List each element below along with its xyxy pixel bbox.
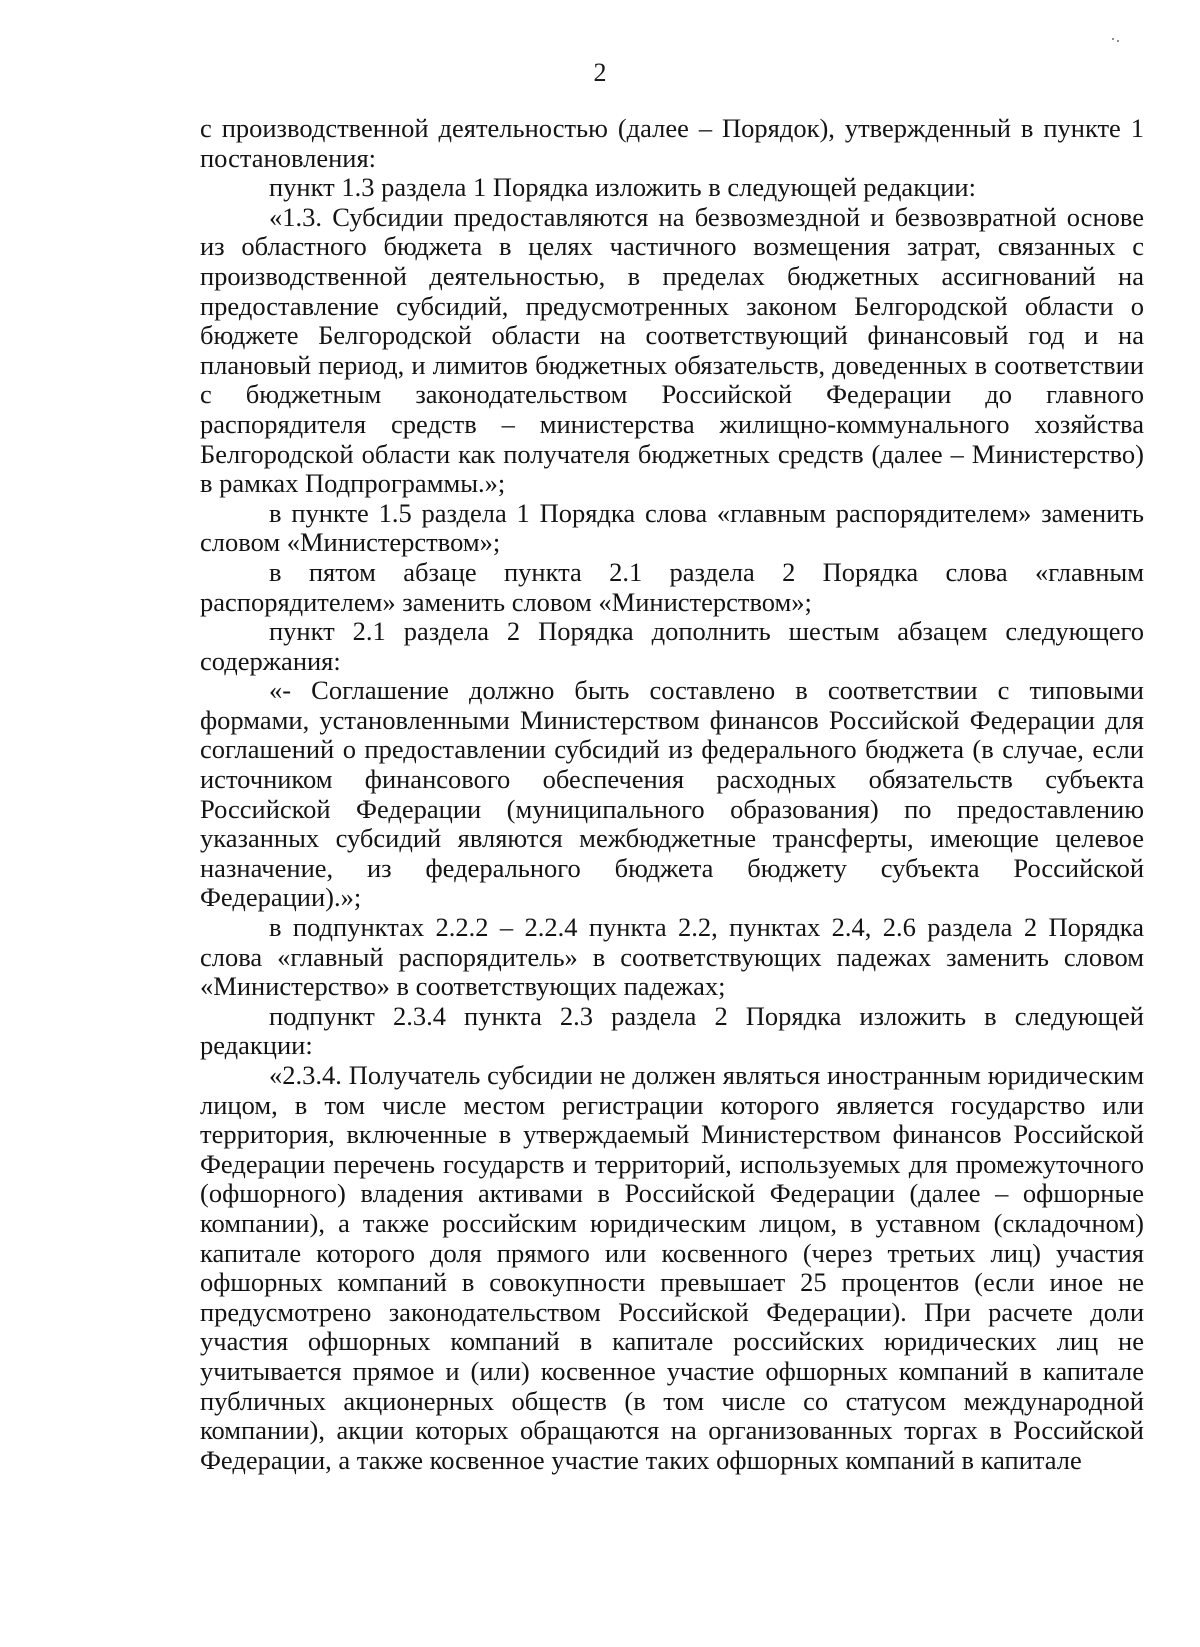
page-number: 2 (593, 58, 607, 87)
paragraph-amend-1-3: пункт 1.3 раздела 1 Порядка изложить в следующей редакции: (269, 172, 976, 203)
scan-speck (1112, 38, 1114, 40)
paragraph-amend-2-3-4: подпункт 2.3.4 пункта 2.3 раздела 2 Порядка изложить в следующей редакции: (200, 1000, 1144, 1061)
paragraph-agreement-clause: «- Соглашение должно быть составлено в соответствии с типовыми формами, установленными Министерством финансов Российской Федерации для соглашений о предоставлении субсидий из федерального бюджета (в случае, если источником финансового обеспечения расходных обязательств субъекта Российской Федерации (муниципального образования) по предоставлению указанных субсидий являются межбюджетные трансферты, имеющие целевое назначение, из федерального бюджета бюджету субъекта Российской Федерации).»; (200, 675, 1144, 913)
paragraph-amend-2-1-fifth: в пятом абзаце пункта 2.1 раздела 2 Порядка слова «главным распорядителем» заменить словом «Министерством»; (200, 556, 1144, 617)
paragraph-clause-2-3-4: «2.3.4. Получатель субсидии не должен являться иностранным юридическим лицом, в том числе местом регистрации которого является государство или территория, включенные в утверждаемый Министерством финансов Российской Федерации перечень государств и территорий, используемых для промежуточного (офшорного) владения активами в Российской Федерации (далее – офшорные компании), а также российским юридическим лицом, в уставном (складочном) капитале которого доля прямого или косвенного (через третьих лиц) участия офшорных компаний в совокупности превышает 25 процентов (если иное не предусмотрено законодательством Российской Федерации). При расчете доли участия офшорных компаний в капитале российских юридических лиц не учитывается прямое и (или) косвенное участие офшорных компаний в капитале публичных акционерных обществ (в том числе со статусом международной компании), акции которых обращаются на организованных торгах в Российской Федерации, а также косвенное участие таких офшорных компаний в капитале (200, 1060, 1144, 1475)
scan-speck (1117, 40, 1119, 42)
paragraph-amend-2-1-sixth: пункт 2.1 раздела 2 Порядка дополнить шестым абзацем следующего содержания: (200, 616, 1144, 676)
paragraph-amend-2-2: в подпунктах 2.2.2 – 2.2.4 пункта 2.2, пунктах 2.4, 2.6 раздела 2 Порядка слова «главный распорядитель» в соответствующих падежах заменить словом «Министерство» в соответствующих падежах; (200, 912, 1144, 1002)
paragraph-amend-1-5: в пункте 1.5 раздела 1 Порядка слова «главным распорядителем» заменить словом «Министерством»; (200, 497, 1144, 558)
document-body (200, 114, 1144, 1475)
paragraph-clause-1-3: «1.3. Субсидии предоставляются на безвозмездной и безвозвратной основе из областного бюджета в целях частичного возмещения затрат, связанных с производственной деятельностью, в пределах бюджетных ассигнований на предоставление субсидий, предусмотренных законом Белгородской области о бюджете Белгородской области на соответствующий финансовый год и на плановый период, и лимитов бюджетных обязательств, доведенных в соответствии с бюджетным законодательством Российской Федерации до главного распорядителя средств – министерства жилищно-коммунального хозяйства Белгородской области как получателя бюджетных средств (далее – Министерство) в рамках Подпрограммы.»; (200, 201, 1144, 499)
paragraph-continuation: с производственной деятельностью (далее – Порядок), утвержденный в пункте 1 постановления: (200, 113, 1144, 173)
